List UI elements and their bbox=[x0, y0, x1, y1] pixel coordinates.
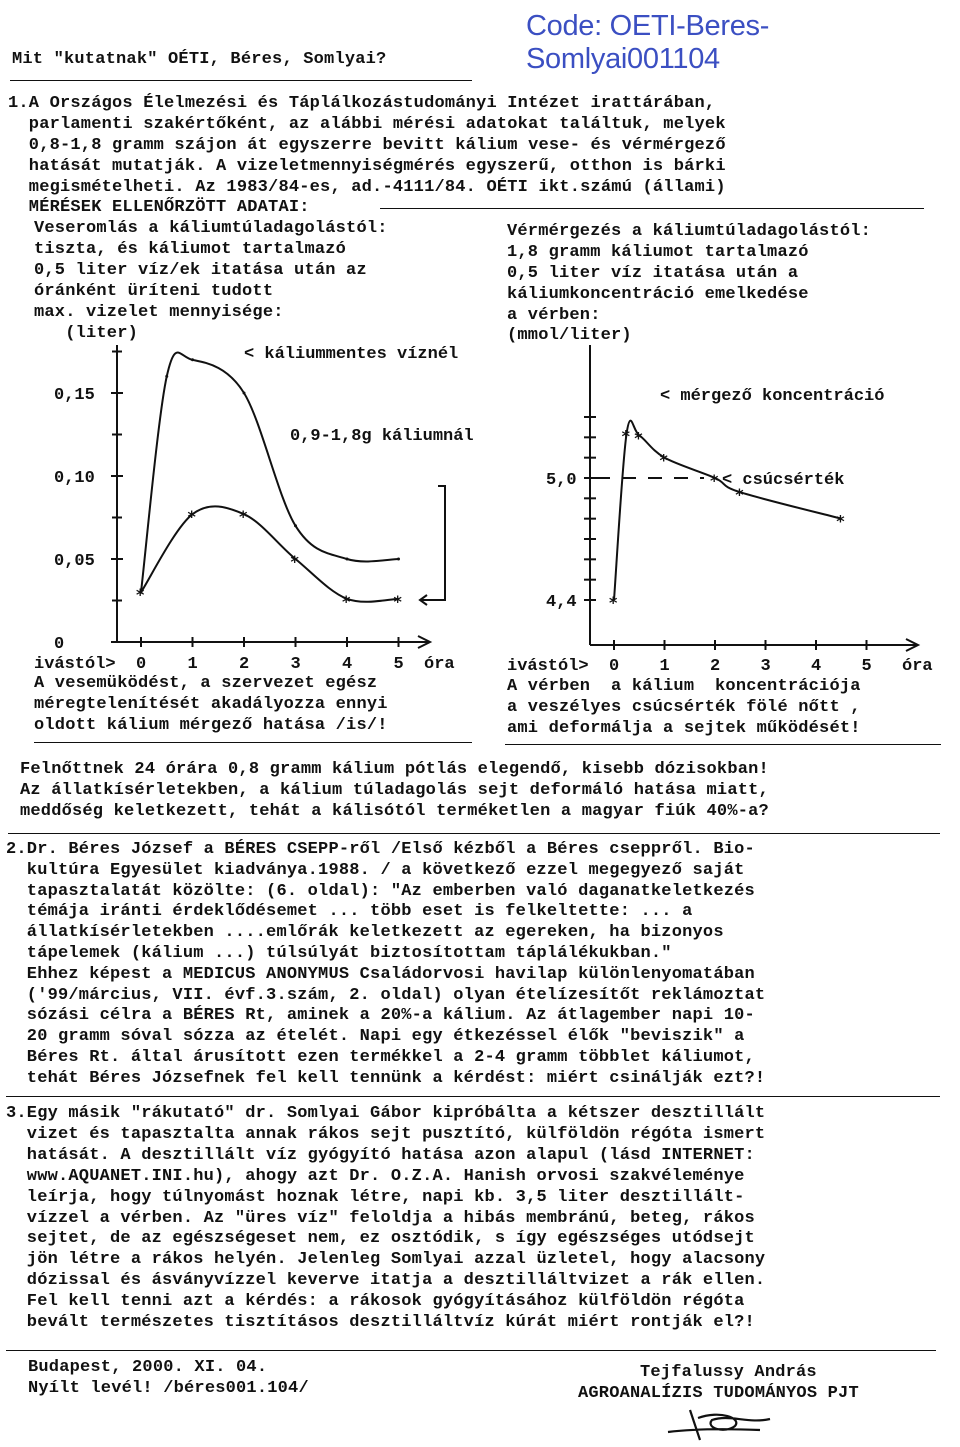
section1-intro-line: MÉRÉSEK ELLENŐRZÖTT ADATAI: bbox=[8, 198, 310, 217]
section2-line: tehát Béres Józsefnek fel kell tennünk a kérdést: miért csinálják ezt?! bbox=[6, 1068, 766, 1088]
left-chart-xlabel: ivástól> bbox=[34, 655, 116, 674]
section2-line: 20 gramm sóval sózza az ételét. Napi egy étkezéssel élők "beviszik" a bbox=[6, 1027, 745, 1047]
right-chart-annotation: < mérgező koncentráció bbox=[660, 387, 885, 406]
left-chart-annotation: 0,9-1,8g káliumnál bbox=[290, 427, 474, 446]
section2-divider bbox=[8, 833, 940, 834]
section3-line: bevált természetes tisztításos desztilláltvíz kúrát miért rontják el?! bbox=[6, 1313, 755, 1332]
section2-line: Béres Rt. által árusított ezen termékkel a 2-4 gramm többlet káliumot, bbox=[6, 1048, 755, 1067]
charts-svg bbox=[0, 0, 960, 720]
right-chart-x-tick-label: 0 bbox=[609, 657, 620, 676]
left-chart-point: * bbox=[187, 507, 196, 527]
left-chart-x-tick-label: 5 bbox=[393, 655, 404, 674]
left-chart-y-tick-label: 0,10 bbox=[54, 469, 95, 488]
left-caption-divider bbox=[34, 742, 472, 743]
left-chart-point: * bbox=[290, 552, 299, 571]
section2-line: Ehhez képest a MEDICUS ANONYMUS Családorvosi havilap különlenyomatában bbox=[6, 964, 755, 984]
section3-line: leírja, hogy túlnyomást hoznak létre, napi kb. 3,5 liter desztillált- bbox=[6, 1187, 745, 1207]
left-chart-title-line: Veseromlás a káliumtúladagolástól: bbox=[34, 219, 388, 238]
section2-line: ('99/március, VII. évf.3.szám, 2. oldal) olyan ételízesítőt reklámoztat bbox=[6, 985, 766, 1005]
document-code-label: Code: OETI-Beres-Somlyai001104 bbox=[526, 10, 770, 75]
left-chart-point bbox=[191, 358, 194, 361]
left-chart-point bbox=[165, 375, 168, 378]
footer-divider bbox=[6, 1350, 936, 1351]
right-chart-title-line: Vérmérgezés a káliumtúladagolástól: bbox=[507, 222, 872, 241]
left-chart-x-tick-label: 3 bbox=[290, 655, 301, 674]
left-chart-x-tick-label: 1 bbox=[187, 655, 198, 674]
left-chart-x-unit: óra bbox=[424, 655, 455, 674]
section2-line: kultúra Egyesület kiadványa.1988. / a következő ezzel megegyező saját bbox=[6, 860, 745, 880]
place-date: Budapest, 2000. XI. 04. bbox=[28, 1358, 268, 1377]
right-caption-line: ami deformálja a sejtek működését! bbox=[507, 719, 861, 738]
right-chart-x-tick-label: 1 bbox=[659, 657, 670, 676]
section3-line: jön létre a rákos helyén. Jelenleg Somlyai azzal üzletel, hogy alacsony bbox=[6, 1250, 766, 1270]
right-chart-point: * bbox=[634, 428, 643, 448]
conclusion-line: Az állatkísérletekben, a kálium túladagolás sejt deformáló hatása miatt, bbox=[20, 781, 769, 800]
section3-line: sejtet, de az egészségeset nem, ez osztódik, s így egészséges utódsejt bbox=[6, 1229, 755, 1249]
right-caption-line: a veszélyes csúcsérték fölé nőtt , bbox=[507, 698, 861, 717]
author-name: Tejfalussy András bbox=[640, 1363, 817, 1382]
right-chart-title-line: 1,8 gramm káliumot tartalmazó bbox=[507, 243, 809, 262]
page-heading: Mit "kutatnak" OÉTI, Béres, Somlyai? bbox=[12, 50, 387, 69]
section2-line: állatkísérletekben ....emlőrák keletkezett az egereken, ha bizonyos bbox=[6, 923, 724, 943]
left-caption-line: A vesemüködést, a szervezet egész bbox=[34, 674, 378, 693]
left-chart-title-line: óránként üríteni tudott bbox=[34, 282, 274, 301]
right-chart-y-tick-label: 5,0 bbox=[546, 471, 577, 490]
section3-line: hatását. A desztillált víz gyógyító hatása azon alapul (lásd INTERNET: bbox=[6, 1145, 755, 1165]
left-chart-bracket-arrow bbox=[420, 486, 445, 605]
right-chart-series-line bbox=[614, 421, 841, 600]
section2-line: sózási célra a BÉRES Rt, aminek a 20%-a kálium. Az átlagember napi 10- bbox=[6, 1006, 755, 1026]
right-chart-title-line: 0,5 liter víz itatása után a bbox=[507, 264, 799, 283]
conclusion-line: Felnőttnek 24 órára 0,8 gramm kálium pótlás elegendő, kisebb dózisokban! bbox=[20, 760, 769, 779]
conclusion-line: meddőség keletkezett, tehát a kálisótól terméketlen a magyar fiúk 40%-a? bbox=[20, 802, 769, 821]
section3-line: vizet és tapasztalta annak rákos sejt pusztító, külföldön régóta ismert bbox=[6, 1124, 766, 1144]
right-chart-point: * bbox=[735, 485, 744, 505]
right-caption-line: A vérben a kálium koncentrációja bbox=[507, 677, 861, 696]
left-caption-line: méregtelenítését akadályozza ennyi bbox=[34, 695, 388, 714]
left-chart-annotation: < káliummentes víznél bbox=[244, 345, 459, 364]
right-chart-x-tick-label: 2 bbox=[710, 657, 721, 676]
section1-intro-line: parlamenti szakértőként, az alábbi mérési adatokat találtuk, melyek bbox=[8, 115, 726, 134]
left-chart-x-tick-label: 2 bbox=[239, 655, 250, 674]
left-chart-point: * bbox=[136, 585, 145, 605]
right-chart-point: * bbox=[609, 593, 618, 612]
letter-reference: Nyílt levél! /béres001.104/ bbox=[28, 1379, 309, 1398]
left-chart-title-line: tiszta, és káliumot tartalmazó bbox=[34, 240, 347, 259]
section3-line: 3.Egy másik "rákutató" dr. Somlyai Gábor kipróbálta a kétszer desztillált bbox=[6, 1104, 766, 1123]
right-chart-x-tick-label: 3 bbox=[760, 657, 771, 676]
left-chart-ylabel: (liter) bbox=[34, 324, 139, 343]
left-chart-title-line: max. vizelet mennyisége: bbox=[34, 303, 284, 322]
right-chart-annotation: < csúcsérték bbox=[722, 471, 845, 490]
section2-line: tápelemek (kálium ...) túlsúlyát biztosítottam táplálékukban." bbox=[6, 944, 672, 963]
left-chart-series-line bbox=[141, 506, 399, 601]
section3-line: dózissal és ásványvízzel keverve itatja a desztilláltvizet a rák ellen. bbox=[6, 1271, 766, 1291]
right-chart-ylabel: (mmol/liter) bbox=[507, 326, 632, 345]
right-chart-y-tick-label: 4,4 bbox=[546, 593, 577, 612]
left-chart-y-tick-label: 0,05 bbox=[54, 552, 95, 571]
section3-divider bbox=[6, 1096, 940, 1097]
section3-line: vízzel a vérben. Az "üres víz" feloldja a hibás membránú, beteg, rákos bbox=[6, 1208, 755, 1228]
left-chart-point: * bbox=[393, 591, 402, 611]
section2-line: témája iránti érdeklődésemet ... több eset is felkeltette: ... a bbox=[6, 902, 693, 922]
right-chart-point: * bbox=[836, 511, 845, 531]
left-chart-point bbox=[397, 558, 400, 561]
right-chart-x-unit: óra bbox=[902, 657, 933, 676]
section2-line: tapasztalatát közölte: (6. oldal): "Az emberben való daganatkeletkezés bbox=[6, 881, 755, 901]
right-chart-title-line: káliumkoncentráció emelkedése bbox=[507, 285, 809, 304]
section3-line: Fel kell tenni azt a kérdés: a rákosok gyógyításához külföldön régóta bbox=[6, 1292, 745, 1312]
left-chart-x-tick-label: 4 bbox=[342, 655, 353, 674]
right-chart-point: * bbox=[659, 450, 668, 470]
right-chart-x-tick-label: 5 bbox=[861, 657, 872, 676]
left-chart-series-line bbox=[141, 353, 399, 593]
section1-intro-line: 0,8-1,8 gramm szájon át egyszerre bevitt kálium vese- és vérmérgező bbox=[8, 136, 726, 155]
left-chart-point bbox=[294, 524, 297, 527]
right-chart-x-tick-label: 4 bbox=[811, 657, 822, 676]
left-caption-line: oldott kálium mérgező hatása /is/! bbox=[34, 716, 388, 735]
section1-intro-line: megismételheti. Az 1983/84-es, ad.-4111/84. OÉTI ikt.számú (állami) bbox=[8, 178, 726, 197]
section1-intro-line: hatását mutatják. A vizeletmennyiségmérés egyszerű, otthon is bárki bbox=[8, 157, 726, 176]
left-chart-y-tick-label: 0,15 bbox=[54, 386, 95, 405]
right-chart-point: * bbox=[621, 426, 630, 446]
author-organization: AGROANALÍZIS TUDOMÁNYOS PJT bbox=[578, 1384, 859, 1403]
left-chart-point: * bbox=[239, 507, 248, 527]
right-caption-divider bbox=[505, 744, 941, 745]
left-chart-title-line: 0,5 liter víz/ek itatása után az bbox=[34, 261, 367, 280]
left-chart-x-tick-label: 0 bbox=[136, 655, 147, 674]
left-chart-y-tick-label: 0 bbox=[54, 635, 65, 654]
right-chart-point: * bbox=[710, 471, 719, 490]
section1-intro-line: 1.A Országos Élelmezési és Táplálkozástudományi Intézet irattárában, bbox=[8, 94, 716, 113]
left-chart-point bbox=[346, 558, 349, 561]
section2-line: 2.Dr. Béres József a BÉRES CSEPP-ről /Első kézből a Béres cseppről. Bio- bbox=[6, 840, 755, 859]
section3-line: www.AQUANET.INI.hu), ahogy azt Dr. O.Z.A. Hanish orvosi szakvéleménye bbox=[6, 1166, 745, 1186]
right-chart-title-line: a vérben: bbox=[507, 306, 601, 325]
right-chart-xlabel: ivástól> bbox=[507, 657, 589, 676]
left-chart-point: * bbox=[342, 591, 351, 611]
left-chart-point bbox=[243, 392, 246, 395]
